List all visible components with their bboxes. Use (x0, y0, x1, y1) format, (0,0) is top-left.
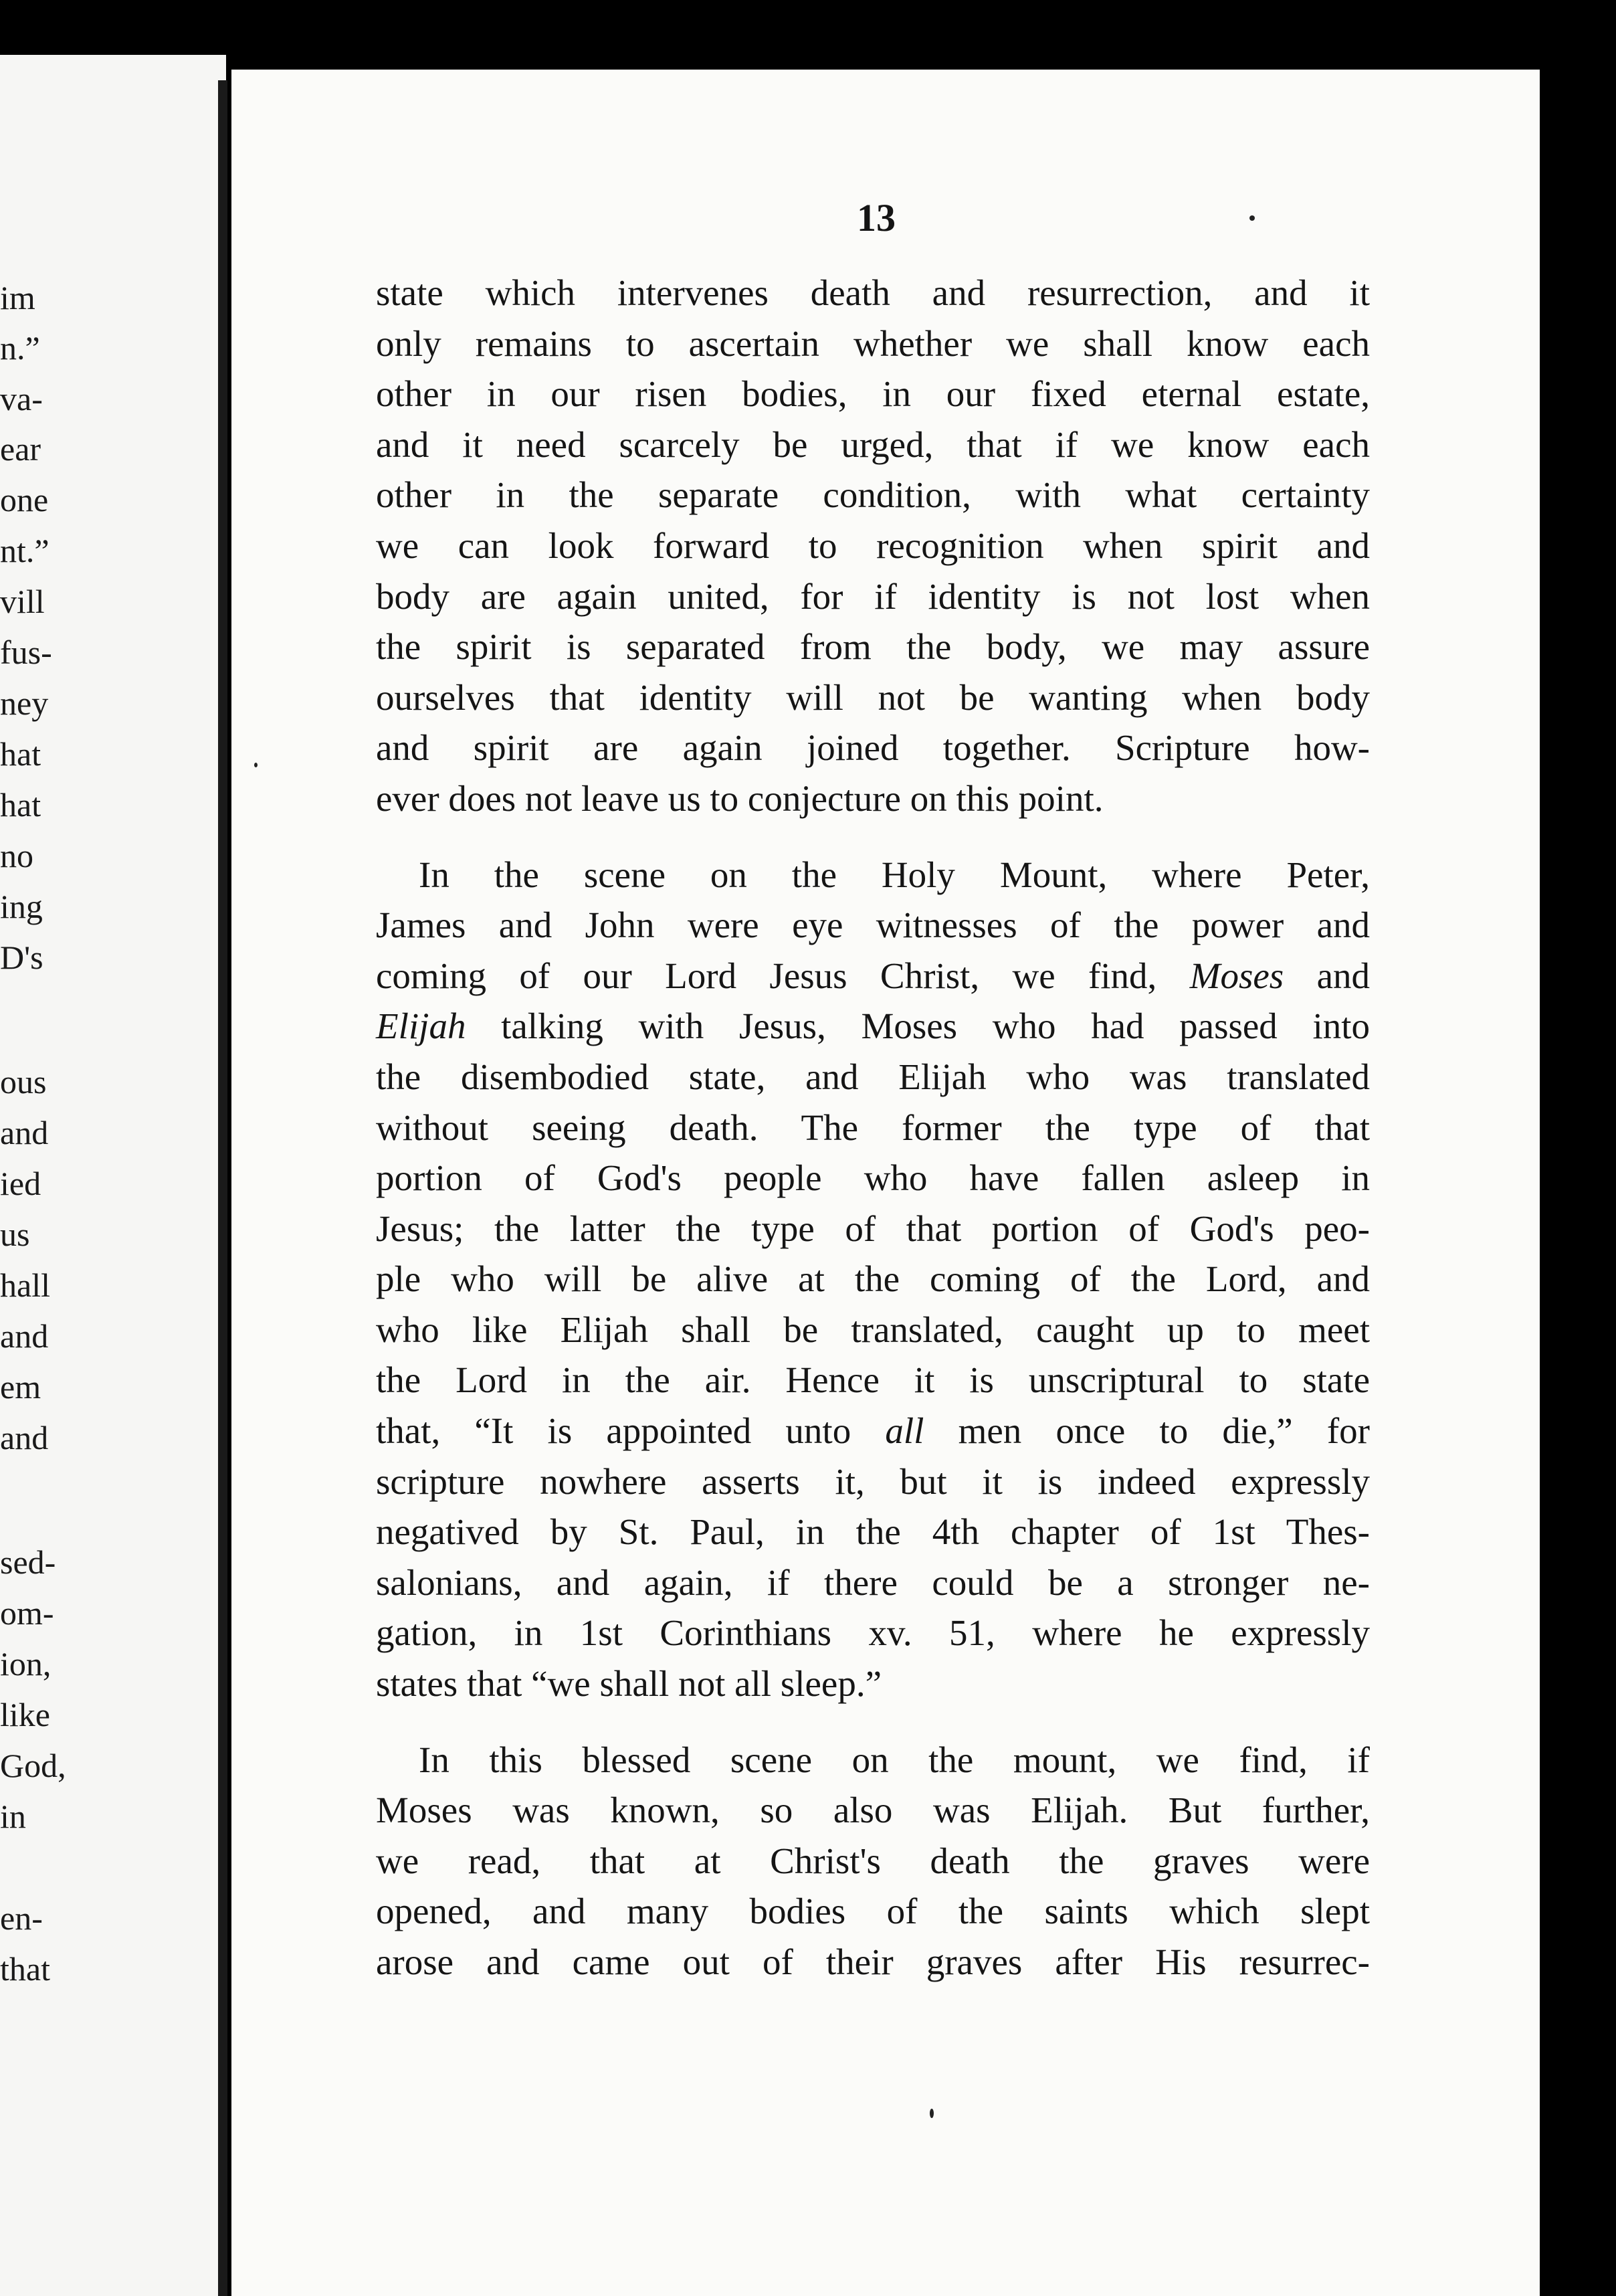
left-page-margin (0, 55, 226, 2296)
text-line: body are again united, for if identity is not lost when (376, 575, 1370, 617)
text-run: coming of our Lord Jesus Christ, we find, (376, 955, 1157, 996)
left-page-fragment: ion, (0, 1645, 52, 1683)
left-page-fragment: ing (0, 888, 43, 925)
text-line: salonians, and again, if there could be a stronger ne- (376, 1561, 1370, 1603)
text-line: ple who will be alive at the coming of the Lord, and (376, 1258, 1370, 1300)
left-page-fragment: va- (0, 380, 43, 417)
text-line: and spirit are again joined together. Scripture how- (376, 727, 1370, 769)
text-run: talking with Jesus, Moses who had passed into (501, 1006, 1371, 1047)
text-line: Moses was known, so also was Elijah. But further, (376, 1790, 1370, 1831)
text-line: other in our risen bodies, in our fixed eternal estate, (376, 373, 1370, 415)
scan-speck (254, 763, 258, 767)
left-page-fragment: and (0, 1114, 49, 1151)
text-line: the disembodied state, and Elijah who was translated (376, 1056, 1370, 1097)
text-line: negatived by St. Paul, in the 4th chapter of 1st Thes- (376, 1511, 1370, 1553)
left-page-fragment: D's (0, 939, 43, 976)
text-line: states that “we shall not all sleep.” (376, 1663, 882, 1705)
text-line: state which intervenes death and resurrection, and it (376, 272, 1370, 313)
text-line: Jesus; the latter the type of that portion of God's peo- (376, 1208, 1370, 1249)
text-line: the Lord in the air. Hence it is unscriptural to state (376, 1359, 1370, 1401)
text-line (376, 1406, 1370, 1456)
left-page-fragment: one (0, 481, 49, 518)
text-run: men once to die,” for (958, 1410, 1370, 1452)
text-run: that, “It is appointed unto (376, 1410, 851, 1452)
text-line: we can look forward to recognition when spirit and (376, 524, 1370, 566)
text-line: scripture nowhere asserts it, but it is indeed expressly (376, 1460, 1370, 1502)
text-line (376, 1001, 1370, 1052)
left-page-fragment: em (0, 1368, 41, 1406)
left-page-fragment: en- (0, 1899, 43, 1937)
left-page-fragment: fus- (0, 634, 52, 671)
text-line: without seeing death. The former the type of that (376, 1107, 1370, 1148)
text-line: the spirit is separated from the body, we may assure (376, 626, 1370, 668)
text-line: In this blessed scene on the mount, we find, if (419, 1739, 1370, 1780)
text-line: gation, in 1st Corinthians xv. 51, where he expressly (376, 1612, 1370, 1654)
left-page-fragment: sed- (0, 1543, 56, 1581)
left-page-fragment: vill (0, 583, 45, 620)
left-page-fragment: ear (0, 430, 41, 468)
left-page-fragment: hall (0, 1266, 50, 1304)
text-line: and it need scarcely be urged, that if we know each (376, 423, 1370, 465)
italic-name-elijah: Elijah (376, 1006, 466, 1047)
text-line (376, 951, 1370, 1001)
left-page-fragment: God, (0, 1747, 66, 1784)
left-page-fragment: ied (0, 1165, 41, 1202)
paragraph-gap (376, 1709, 1370, 1735)
text-line: ever does not leave us to conjecture on this point. (376, 777, 1104, 819)
left-page-fragment: and (0, 1317, 49, 1355)
left-page-fragment: ous (0, 1063, 47, 1101)
text-line: arose and came out of their graves after His resurrec- (376, 1941, 1370, 1982)
text-line: other in the separate condition, with what certainty (376, 474, 1370, 516)
left-page-fragment: ney (0, 684, 49, 722)
left-page-fragment: nt.” (0, 532, 49, 569)
left-page-fragment: no (0, 837, 33, 874)
left-page-fragment: like (0, 1696, 50, 1733)
left-page-fragment: hat (0, 786, 41, 824)
left-page-fragment: and (0, 1419, 49, 1456)
text-line: James and John were eye witnesses of the power and (376, 904, 1370, 946)
scan-speck (1249, 215, 1255, 221)
paragraph-gap (376, 824, 1370, 850)
left-page-fragment: in (0, 1798, 26, 1835)
text-line: we read, that at Christ's death the graves were (376, 1840, 1370, 1881)
left-page-fragment: im (0, 279, 35, 316)
left-page-fragment: us (0, 1216, 30, 1253)
left-page-fragment: that (0, 1950, 50, 1988)
left-page-fragment: n.” (0, 329, 40, 367)
paragraph-1 (376, 268, 1370, 824)
page-number: 13 (857, 196, 896, 240)
scan-speck (930, 2109, 934, 2118)
text-line: In the scene on the Holy Mount, where Peter, (419, 854, 1370, 895)
italic-name-moses: Moses (1189, 955, 1284, 996)
italic-word-all: all (885, 1410, 924, 1452)
page-gutter (218, 80, 227, 2296)
left-page-fragment: hat (0, 735, 41, 773)
text-line: opened, and many bodies of the saints which slept (376, 1891, 1370, 1932)
text-line: who like Elijah shall be translated, caught up to meet (376, 1309, 1370, 1350)
text-line: ourselves that identity will not be wanting when body (376, 676, 1370, 718)
body-text (376, 268, 1370, 1988)
paragraph-2 (376, 850, 1370, 1709)
paragraph-3 (376, 1735, 1370, 1988)
left-page-fragment: om- (0, 1594, 54, 1632)
text-line: portion of God's people who have fallen asleep in (376, 1157, 1370, 1199)
text-run: and (1316, 955, 1370, 996)
right-scan-edge (1540, 70, 1616, 2296)
text-line: only remains to ascertain whether we shall know each (376, 322, 1370, 364)
